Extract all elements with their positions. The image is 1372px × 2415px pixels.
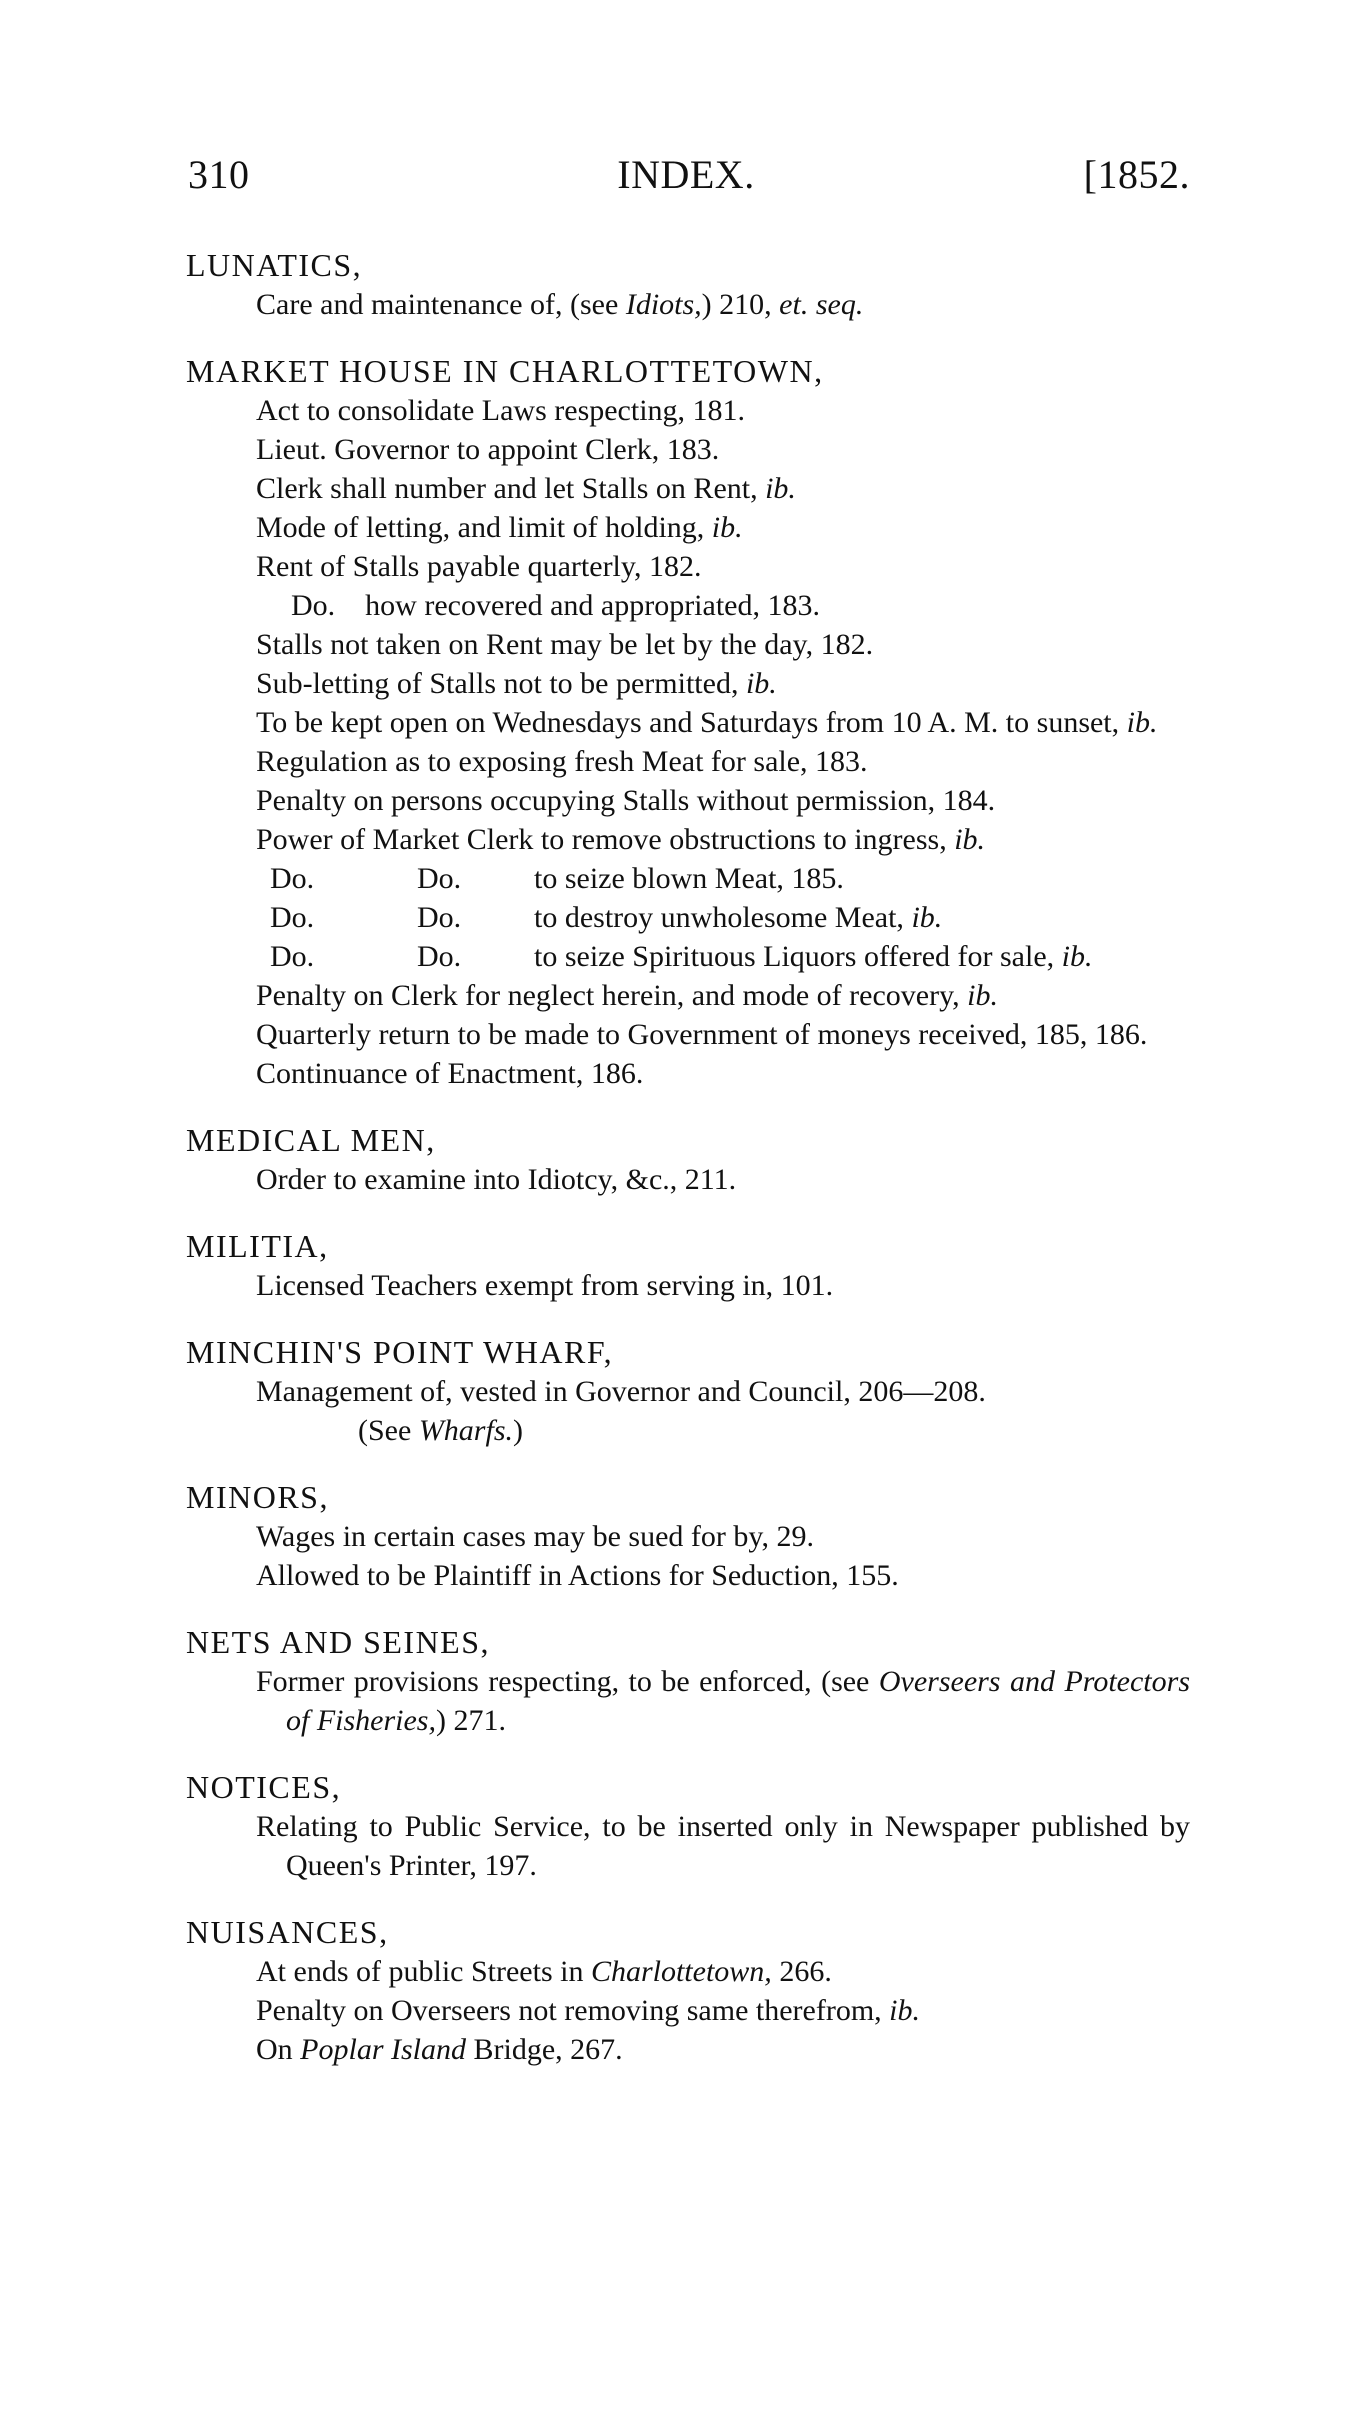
section-heading: MEDICAL MEN, (186, 1122, 436, 1158)
entry-text: to destroy unwholesome Meat, ib. (534, 901, 943, 934)
section-heading: MINCHIN'S POINT WHARF, (186, 1334, 614, 1370)
index-section-medical-men (186, 1121, 1190, 1199)
ditto-mark: Do. (417, 940, 462, 973)
ditto-mark: Do. (270, 862, 315, 895)
index-entry: Allowed to be Plaintiff in Actions for Seduction, 155. (256, 1559, 899, 1592)
index-entry: Wages in certain cases may be sued for by, 29. (256, 1520, 814, 1553)
index-entry: Quarterly return to be made to Government of moneys received, 185, 186. (256, 1018, 1148, 1051)
index-entry: Lieut. Governor to appoint Clerk, 183. (256, 433, 720, 466)
index-entry: Licensed Teachers exempt from serving in, 101. (256, 1269, 834, 1302)
index-entry (270, 898, 1190, 937)
index-entry: Do. how recovered and appropriated, 183. (291, 589, 820, 622)
index-section-nuisances (186, 1913, 1190, 2069)
ditto-mark: Do. (270, 901, 315, 934)
index-entry: Power of Market Clerk to remove obstructions to ingress, ib. (256, 823, 986, 856)
ditto-mark: Do. (270, 940, 315, 973)
index-entry: Regulation as to exposing fresh Meat for sale, 183. (256, 745, 868, 778)
index-entry: Continuance of Enactment, 186. (256, 1057, 644, 1090)
index-entry: Stalls not taken on Rent may be let by the day, 182. (256, 628, 874, 661)
index-section-minchin-s-point-wharf (186, 1333, 1190, 1450)
entry-text: to seize blown Meat, 185. (534, 862, 844, 895)
page-year: [1852. (1083, 152, 1190, 197)
index-entry: At ends of public Streets in Charlottetown, 266. (256, 1955, 832, 1988)
index-entry: Former provisions respecting, to be enforced, (see Overseers and Protectors of Fisheries,) 271. (256, 1665, 1190, 1737)
index-entry: Penalty on Clerk for neglect herein, and mode of recovery, ib. (256, 979, 998, 1012)
index-entry: Care and maintenance of, (see Idiots,) 210, et. seq. (256, 288, 864, 321)
section-heading: NETS AND SEINES, (186, 1624, 491, 1660)
ditto-mark: Do. (417, 901, 462, 934)
index-content (186, 246, 1190, 2097)
index-entry: Relating to Public Service, to be inserted only in Newspaper published by Queen's Printer, 197. (256, 1810, 1190, 1882)
section-heading: NUISANCES, (186, 1914, 389, 1950)
section-heading: MILITIA, (186, 1228, 329, 1264)
index-entry: To be kept open on Wednesdays and Saturdays from 10 A. M. to sunset, ib. (256, 706, 1158, 739)
index-entry: Penalty on Overseers not removing same therefrom, ib. (256, 1994, 920, 2027)
page-number: 310 (188, 152, 250, 197)
index-entry: Penalty on persons occupying Stalls without permission, 184. (256, 784, 996, 817)
ditto-mark: Do. (417, 862, 462, 895)
section-heading: MARKET HOUSE IN CHARLOTTETOWN, (186, 353, 824, 389)
index-entry (270, 859, 1190, 898)
section-heading: LUNATICS, (186, 247, 363, 283)
index-entry: Rent of Stalls payable quarterly, 182. (256, 550, 702, 583)
index-section-nets-and-seines (186, 1623, 1190, 1740)
entry-text: to seize Spirituous Liquors offered for sale, ib. (534, 940, 1093, 973)
index-section-minors (186, 1478, 1190, 1595)
index-section-militia (186, 1227, 1190, 1305)
section-heading: MINORS, (186, 1479, 329, 1515)
index-section-lunatics (186, 246, 1190, 324)
index-entry: Mode of letting, and limit of holding, ib. (256, 511, 743, 544)
index-entry: Sub-letting of Stalls not to be permitted, ib. (256, 667, 777, 700)
index-entry: On Poplar Island Bridge, 267. (256, 2033, 623, 2066)
index-entry: Order to examine into Idiotcy, &c., 211. (256, 1163, 737, 1196)
page-title: INDEX. (617, 152, 755, 197)
index-entry: Act to consolidate Laws respecting, 181. (256, 394, 746, 427)
index-entry: (See Wharfs.) (358, 1414, 523, 1447)
index-section-notices (186, 1768, 1190, 1885)
index-entry: Management of, vested in Governor and Council, 206—208. (256, 1375, 986, 1408)
section-heading: NOTICES, (186, 1769, 342, 1805)
index-entry: Clerk shall number and let Stalls on Rent, ib. (256, 472, 796, 505)
index-section-market-house-in-charlottetown (186, 352, 1190, 1093)
index-entry (270, 937, 1190, 976)
